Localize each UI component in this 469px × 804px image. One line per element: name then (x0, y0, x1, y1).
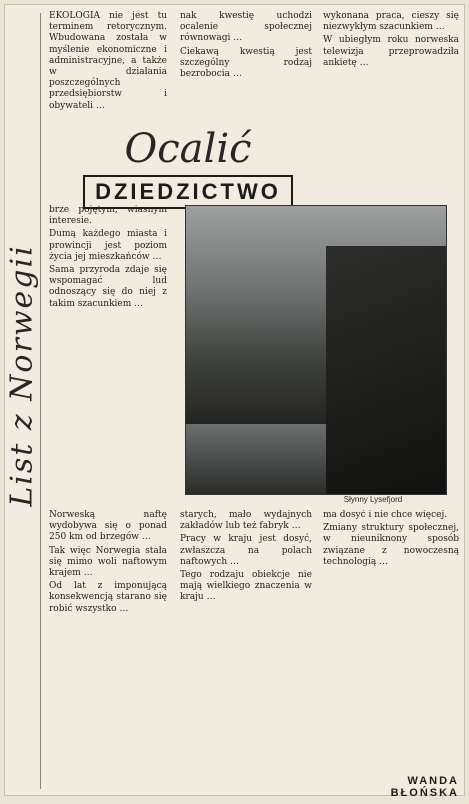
column-2-top (180, 11, 312, 91)
headline (83, 127, 293, 209)
paragraph: Sama przyroda zdaje się wspomagać lud odnoszący się do niej z takim szacunkiem … (49, 265, 167, 309)
column-3-top (323, 11, 459, 201)
paragraph: Zmiany struktury społecznej, w nieuniknony sposób związane z nowoczesną technologią … (323, 523, 459, 567)
paragraph: Od lat z imponującą konsekwencją starano się robić wszystko … (49, 581, 167, 614)
author-byline: WANDA BŁOŃSKA (390, 775, 459, 799)
paragraph: Tak więc Norwegia stała się mimo woli naftowym krajem … (49, 545, 167, 579)
paragraph: ma dosyć i nie chce więcej. (323, 510, 448, 520)
sidebar-title: List z Norwegii (4, 243, 40, 507)
photo-caption: Słynny Lysefjord (343, 495, 403, 504)
headline-boxed: DZIEDZICTWO (83, 175, 293, 209)
paragraph: wykonana praca, cieszy się niezwykłym szacunkiem … (323, 11, 459, 33)
paragraph: Pracy w kraju jest dosyć, zwłaszcza na polach naftowych … (180, 534, 312, 567)
paragraph: Norweską naftę wydobywa się o ponad 250 km od brzegów … (49, 510, 167, 543)
paragraph: EKOLOGIA nie jest tu terminem retorycznym. Wbudowana została w myślenie ekonomiczne i administracyjne, a także w działania poszczególnych przedsiębiorstw i obywateli … (49, 11, 167, 111)
paragraph: nak kwestię uchodzi ocalenie społecznej równowagi … (180, 11, 312, 44)
paragraph: brze pojętym, wiasnym interesie. (49, 205, 167, 227)
column-2-bottom (180, 510, 312, 792)
paragraph: starych, mało wydajnych zakładów lub też fabryk … (180, 510, 312, 532)
paragraph: W ubiegłym roku norweska telewizja przeprowadziła ankietę … (323, 35, 459, 68)
paragraph: Tego rodzaju obiekcje nie mają wielkiego znaczenia w kraju … (180, 570, 312, 603)
column-3-bottom (323, 510, 459, 770)
sidebar-divider (40, 13, 41, 789)
fjord-photo (185, 205, 447, 495)
column-1-middle (49, 205, 167, 505)
paragraph: Ciekawą kwestią jest szczególny rodzaj bezrobocia … (180, 46, 312, 80)
column-1-bottom (49, 510, 167, 792)
headline-script: Ocalić (124, 126, 252, 172)
newspaper-page (4, 4, 465, 799)
photo-cliff (326, 246, 446, 494)
paragraph: Dumą każdego miasta i prowincji jest poziom życia jej mieszkańców … (49, 229, 167, 262)
